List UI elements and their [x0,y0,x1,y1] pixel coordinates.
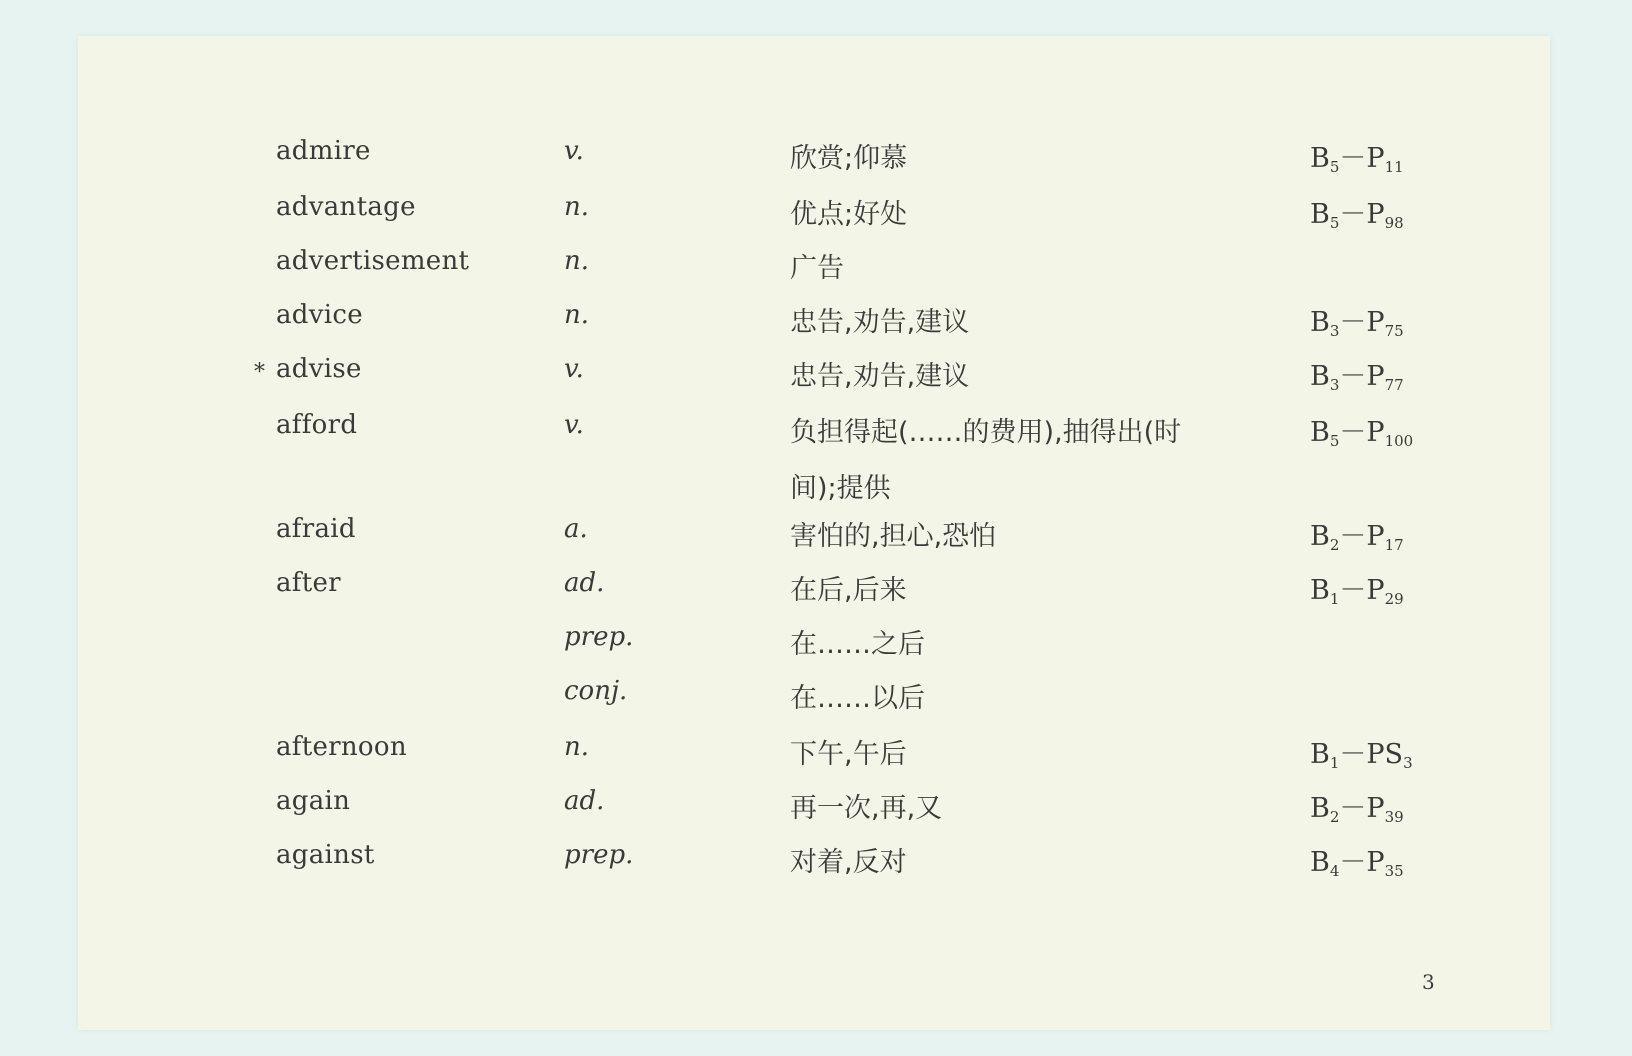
reference-ref-page: P [1366,361,1385,392]
entry-word: admire [276,136,371,166]
entry-meaning: 欣赏;仰慕 [790,143,908,174]
entry-meaning: 负担得起(……的费用),抽得出(时 [790,417,1182,448]
part-of-speech: n. [564,732,590,762]
reference-ref-page-num: 100 [1384,432,1414,450]
reference-ref-book-num: 3 [1329,376,1340,394]
reference-ref-book: B [1310,307,1330,338]
reference-ref-page: P [1366,521,1385,552]
part-of-speech: v. [564,410,584,440]
reference-ref-book: B [1310,199,1330,230]
book-page-reference [1310,840,1404,880]
reference-ref-book-num: 5 [1329,432,1340,450]
reference-ref-page-num: 3 [1403,754,1413,772]
part-of-speech: a. [564,514,588,544]
entry-row [78,514,1550,564]
reference-ref-book-num: 3 [1329,322,1340,340]
reference-ref-page-num: 17 [1384,536,1404,554]
reference-ref-page: P [1366,307,1385,338]
book-page-reference [1310,410,1413,450]
entry-row [78,192,1550,242]
part-of-speech: ad. [564,786,605,816]
part-of-speech: v. [564,354,584,384]
entry-meaning: 在……以后 [790,683,925,714]
entry-word: afternoon [276,732,407,762]
reference-ref-sep: － [1339,793,1367,824]
part-of-speech: prep. [564,622,634,652]
page-number: 3 [1422,970,1435,994]
reference-ref-sep: － [1339,199,1367,230]
reference-ref-book-num: 2 [1329,536,1340,554]
reference-ref-sep: － [1339,847,1367,878]
entry-word: afraid [276,514,356,544]
entry-meaning: 下午,午后 [790,739,907,770]
book-page-reference [1310,300,1404,340]
reference-ref-book-num: 1 [1329,590,1340,608]
reference-ref-sep: － [1339,575,1367,606]
reference-ref-sep: － [1339,307,1367,338]
part-of-speech: n. [564,246,590,276]
reference-ref-page-num: 39 [1384,808,1404,826]
reference-ref-page-num: 35 [1384,862,1404,880]
entry-row [78,676,1550,726]
reference-ref-sep: － [1339,521,1367,552]
entry-word: advise [276,354,362,384]
reference-ref-page-num: 29 [1384,590,1404,608]
entry-meaning: 间);提供 [790,473,891,504]
entry-word: afford [276,410,358,440]
reference-ref-page-num: 75 [1384,322,1404,340]
reference-ref-book: B [1310,361,1330,392]
entry-word: after [276,568,341,598]
reference-ref-book-num: 4 [1329,862,1340,880]
entry-row [78,732,1550,782]
entry-meaning: 优点;好处 [790,199,908,230]
entry-word: advertisement [276,246,470,276]
reference-ref-page: P [1366,417,1385,448]
reference-ref-book-num: 5 [1329,214,1340,232]
entry-meaning: 忠告,劝告,建议 [790,361,970,392]
entry-word: again [276,786,351,816]
entry-meaning: 广告 [790,253,844,284]
entry-row [78,246,1550,296]
reference-ref-book: B [1310,847,1330,878]
entry-word: advice [276,300,363,330]
reference-ref-sep: － [1339,143,1367,174]
entry-star: * [254,360,265,385]
reference-ref-page-num: 11 [1384,158,1404,176]
reference-ref-page: PS [1366,739,1404,770]
book-page-reference [1310,136,1404,176]
book-page-reference [1310,568,1404,608]
part-of-speech: ad. [564,568,605,598]
entry-meaning: 对着,反对 [790,847,907,878]
entry-row [78,622,1550,672]
reference-ref-page: P [1366,793,1385,824]
book-page-reference [1310,192,1404,232]
reference-ref-page: P [1366,199,1385,230]
entry-meaning: 再一次,再,又 [790,793,943,824]
reference-ref-book: B [1310,575,1330,606]
entry-row [78,466,1550,516]
part-of-speech: prep. [564,840,634,870]
entry-row [78,300,1550,350]
entry-meaning: 忠告,劝告,建议 [790,307,970,338]
reference-ref-sep: － [1339,361,1367,392]
reference-ref-sep: － [1339,739,1367,770]
reference-ref-book: B [1310,739,1330,770]
entry-row [78,136,1550,186]
reference-ref-book: B [1310,521,1330,552]
entry-row [78,568,1550,618]
reference-ref-page-num: 98 [1384,214,1404,232]
book-page-reference [1310,514,1404,554]
entry-row [78,840,1550,890]
entry-row [78,354,1550,404]
entry-row [78,410,1550,460]
reference-ref-book: B [1310,793,1330,824]
reference-ref-book: B [1310,143,1330,174]
part-of-speech: v. [564,136,584,166]
reference-ref-book-num: 1 [1329,754,1340,772]
reference-ref-book: B [1310,417,1330,448]
reference-ref-page: P [1366,847,1385,878]
reference-ref-book-num: 2 [1329,808,1340,826]
book-page-reference [1310,786,1404,826]
entry-word: against [276,840,375,870]
reference-ref-book-num: 5 [1329,158,1340,176]
reference-ref-page-num: 77 [1384,376,1404,394]
reference-ref-page: P [1366,575,1385,606]
entry-meaning: 害怕的,担心,恐怕 [790,521,997,552]
book-page-reference [1310,732,1413,772]
entry-word: advantage [276,192,416,222]
reference-ref-page: P [1366,143,1385,174]
entry-meaning: 在……之后 [790,629,925,660]
entry-meaning: 在后,后来 [790,575,907,606]
dictionary-page [78,36,1550,1030]
book-page-reference [1310,354,1404,394]
entry-row [78,786,1550,836]
reference-ref-sep: － [1339,417,1367,448]
part-of-speech: n. [564,192,590,222]
part-of-speech: n. [564,300,590,330]
part-of-speech: conj. [564,676,628,706]
